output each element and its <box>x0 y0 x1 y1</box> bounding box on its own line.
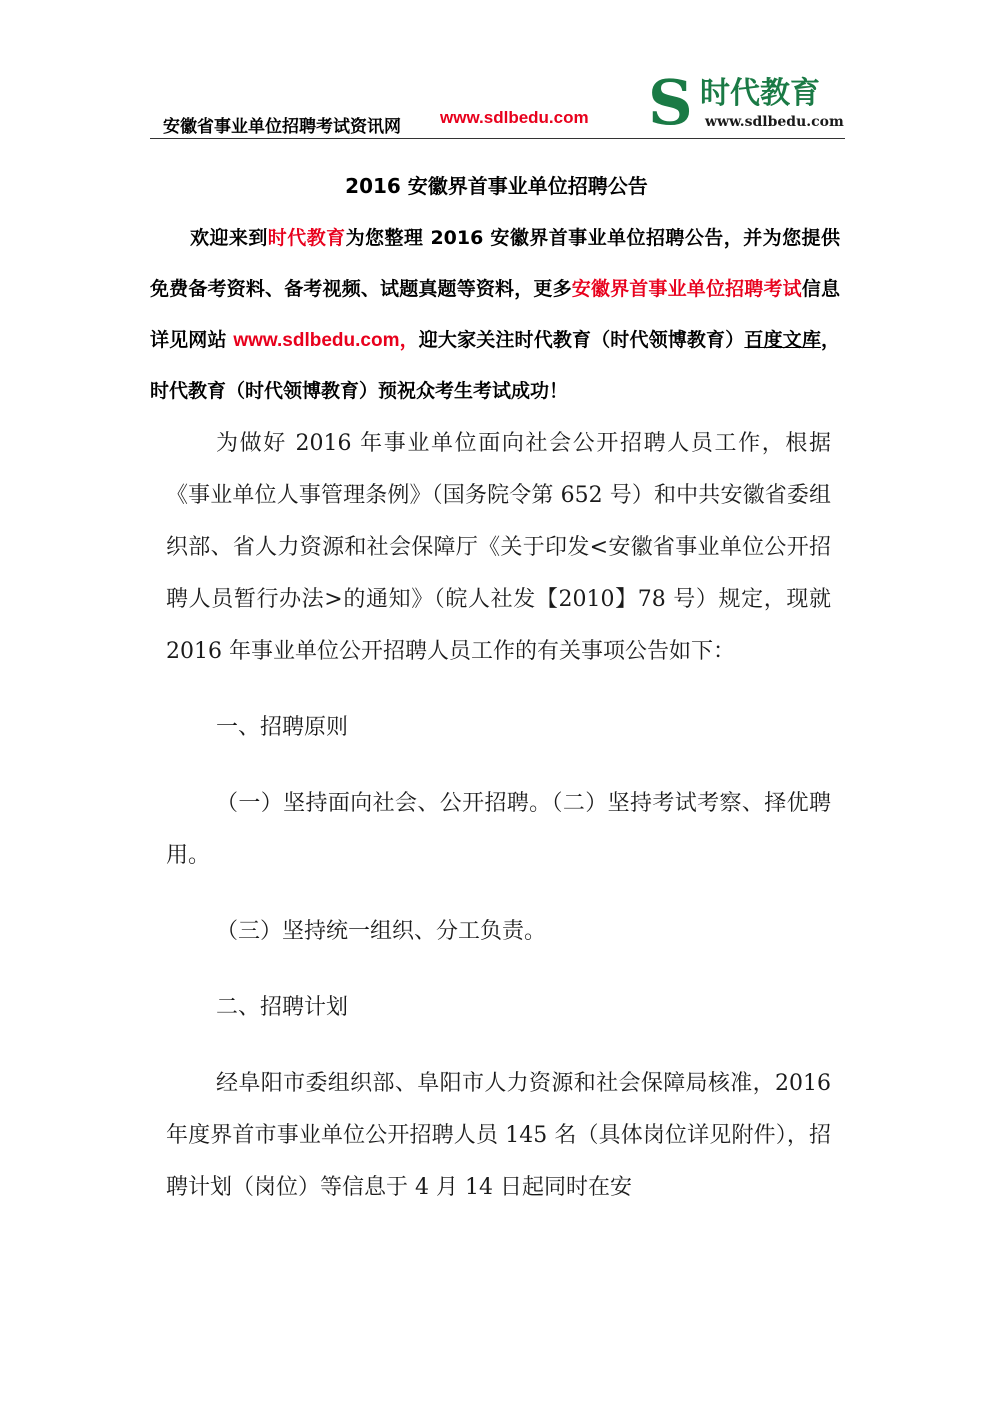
baidu-library-link[interactable]: 百度文库 <box>744 329 821 351</box>
intro-text-5: ，时代教育（时代领博教育）预祝众考生考试成功！ <box>150 329 840 402</box>
page-header <box>150 66 845 139</box>
site-url-link[interactable]: www.sdlbedu.com <box>440 108 589 127</box>
website-link[interactable]: www.sdlbedu.com， <box>233 330 419 351</box>
logo-letter: S <box>648 66 693 139</box>
body-paragraph-1: 为做好 2016 年事业单位面向社会公开招聘人员工作，根据《事业单位人事管理条例》（国务院令第 652 号）和中共安徽省委组织部、省人力资源和社会保障厅《关于印发<安徽省事业单位公开招聘人员暂行办法>的通知》（皖人社发【2010】78 号）规定，现就 2016 年事业单位公开招聘人员工作的有关事项公告如下： <box>166 431 831 664</box>
intro-text-2: 为您整理 2016 安徽界首事业单位招聘公告，并为您提供免费备考资料、备考视频、试题真题等资料，更多 <box>150 227 840 300</box>
site-name: 安徽省事业单位招聘考试资讯网 <box>163 117 401 137</box>
intro-text-4: 迎大家关注时代教育（时代领博教育） <box>418 329 745 351</box>
brand-link[interactable]: 时代教育 <box>267 227 346 249</box>
announcement-body <box>166 418 831 1214</box>
brand-logo[interactable] <box>648 66 848 139</box>
body-paragraph-3: （三）坚持统一组织、分工负责。 <box>216 919 547 944</box>
logo-name: 时代教育 <box>700 76 820 111</box>
body-paragraph-4: 经阜阳市委组织部、阜阳市人力资源和社会保障局核准，2016 年度界首市事业单位公开招聘人员 145 名（具体岗位详见附件），招聘计划（岗位）等信息于 4 月 14 日起同时在安 <box>166 1071 831 1200</box>
intro-text-1: 欢迎来到 <box>190 227 268 249</box>
exam-link[interactable]: 安徽界首事业单位招聘考试 <box>571 278 802 300</box>
body-paragraph-2: （一）坚持面向社会、公开招聘。（二）坚持考试考察、择优聘用。 <box>166 791 831 868</box>
intro-paragraph <box>150 213 840 417</box>
logo-url: www.sdlbedu.com <box>705 114 844 130</box>
section-heading-principles: 一、招聘原则 <box>216 715 349 740</box>
section-heading-plan: 二、招聘计划 <box>216 995 349 1020</box>
document-title: 2016 安徽界首事业单位招聘公告 <box>345 174 648 198</box>
intro-text-3: 信息详见网站 <box>150 278 840 351</box>
